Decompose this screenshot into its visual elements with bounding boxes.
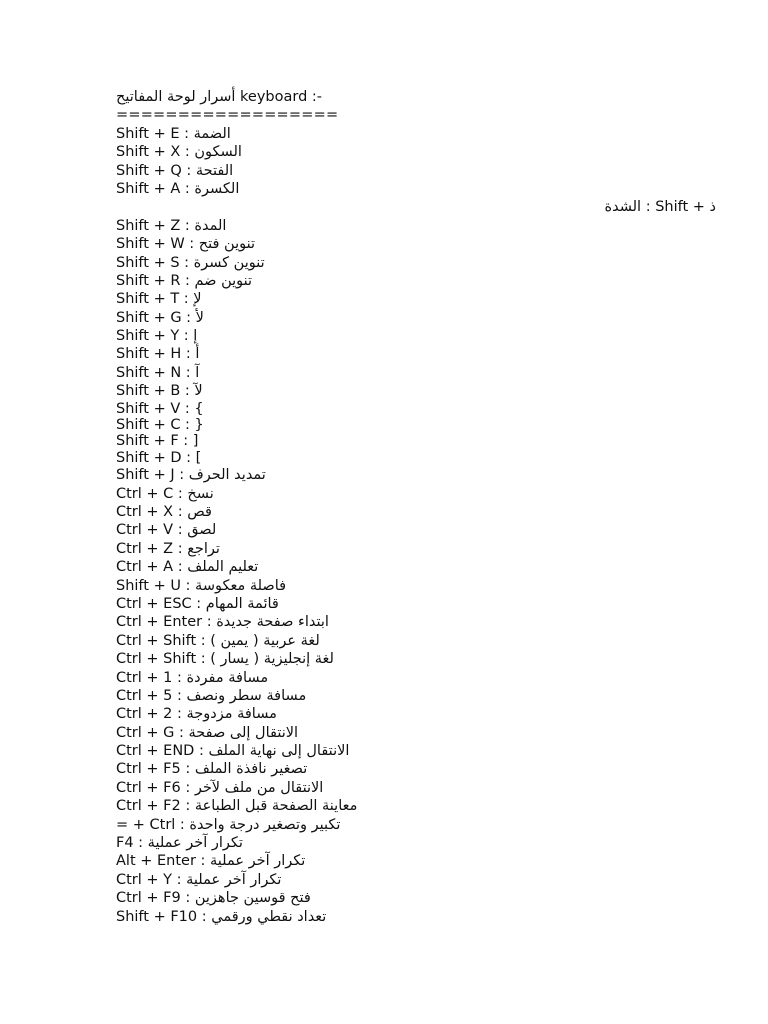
shortcut-line: Shift + V : {: [116, 400, 204, 417]
shortcut-line: Ctrl + F9 : فتح قوسين جاهزين: [116, 890, 311, 907]
shortcut-line: Shift + J : تمديد الحرف: [116, 467, 266, 484]
shortcut-line: Shift + S : تنوين كسرة: [116, 254, 265, 271]
shortcut-line: Ctrl + END : الانتقال إلى نهاية الملف: [116, 743, 350, 760]
shortcut-line: Ctrl + Shift : لغة إنجليزية ( يسار ): [116, 651, 334, 668]
shortcut-line: ذ + Shift : الشدة: [604, 199, 716, 216]
document-title: أسرار لوحة المفاتيح keyboard :-: [116, 89, 323, 105]
shortcut-line: Shift + G : لأ: [116, 309, 204, 326]
shortcut-line: Ctrl + G : الانتقال إلى صفحة: [116, 724, 299, 741]
shortcut-line: Ctrl + Enter : ابتداء صفحة جديدة: [116, 614, 329, 631]
shortcut-line: Shift + C : }: [116, 417, 204, 434]
document-body: [116, 88, 716, 926]
separator-line: ==================: [116, 107, 339, 124]
shortcut-line: Shift + E : الضمة: [116, 125, 231, 142]
shortcut-line: Shift + Y : إ: [116, 328, 198, 345]
shortcut-list: [116, 125, 716, 926]
shortcut-line: Ctrl + A : تعليم الملف: [116, 559, 259, 576]
shortcut-line: Shift + N : آ: [116, 364, 200, 381]
shortcut-line: Shift + U : فاصلة معكوسة: [116, 577, 287, 594]
shortcut-line: Shift + Q : الفتحة: [116, 162, 234, 179]
shortcut-line: Ctrl + Z : تراجع: [116, 540, 220, 557]
shortcut-line: Shift + D : [: [116, 449, 202, 466]
shortcut-line: Shift + R : تنوين ضم: [116, 272, 253, 289]
shortcut-line: Shift + X : السكون: [116, 144, 242, 161]
shortcut-line: Ctrl + ESC : قائمة المهام: [116, 595, 279, 612]
shortcut-line: Ctrl + 1 : مسافة مفردة: [116, 669, 269, 686]
shortcut-line: Ctrl + 2 : مسافة مزدوجة: [116, 706, 277, 723]
shortcut-line: Ctrl + F2 : معاينة الصفحة قبل الطباعة: [116, 798, 358, 815]
shortcut-line: Shift + F10 : تعداد نقطي ورقمي: [116, 908, 327, 925]
shortcut-line: = + Ctrl : تكبير وتصغير درجة واحدة: [116, 816, 341, 833]
shortcut-line: Shift + F : ]: [116, 433, 199, 450]
shortcut-line: Shift + Z : المدة: [116, 217, 227, 234]
shortcut-line: Ctrl + Y : تكرار آخر عملية: [116, 871, 282, 888]
shortcut-line: Ctrl + V : لصق: [116, 522, 217, 539]
shortcut-line: Shift + H : أ: [116, 346, 200, 363]
shortcut-line: Shift + A : الكسرة: [116, 180, 240, 197]
shortcut-line: Shift + B : لآ: [116, 383, 203, 400]
shortcut-line: Ctrl + C : نسخ: [116, 485, 214, 502]
shortcut-line: Ctrl + F6 : الانتقال من ملف لآخر: [116, 779, 324, 796]
shortcut-line: Ctrl + X : قص: [116, 503, 212, 520]
shortcut-line: Alt + Enter : تكرار آخر عملية: [116, 853, 306, 870]
shortcut-line: Shift + T : لإ: [116, 291, 202, 308]
shortcut-line: F4 : تكرار آخر عملية: [116, 835, 243, 852]
shortcut-line: Ctrl + Shift : لغة عربية ( يمين ): [116, 632, 320, 649]
shortcut-line: Shift + W : تنوين فتح: [116, 236, 256, 253]
shortcut-line: Ctrl + 5 : مسافة سطر ونصف: [116, 687, 307, 704]
shortcut-line: Ctrl + F5 : تصغير نافذة الملف: [116, 761, 308, 778]
